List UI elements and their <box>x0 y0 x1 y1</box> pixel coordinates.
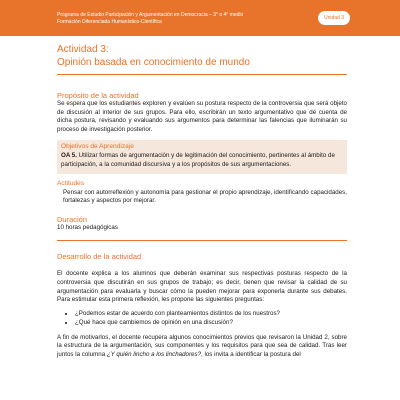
development-section <box>57 252 347 359</box>
purpose-text: Se espera que los estudiantes exploren y evalúen su postura respecto de la controversia que será objeto de discusión al interior de sus grupos. Para ello, escribirán un texto argumentativo que dé cuenta de dicha postura, revisando y evaluando sus argumentos para determinar las falencias que iluminarán su proceso de investigación posterior. <box>57 100 347 133</box>
development-paragraph-1: El docente explica a los alumnos que deberán examinar sus respectivas posturas respecto de la controversia que discutirán en sus grupos de trabajo; es decir, tienen que revisar la calidad de su argumentación para evaluarla y buscar cómo la pueden mejorar para exponerla durante sus debates. Para estimular esta primera reflexión, les propone las siguientes preguntas: <box>57 270 347 304</box>
development-paragraph-2 <box>57 334 347 360</box>
document-header-bar <box>0 0 400 36</box>
duration-heading: Duración <box>57 214 88 224</box>
unit-badge: Unidad 3 <box>318 11 350 25</box>
column-title: ¿Y quién lincho a los linchadores? <box>106 350 202 358</box>
objectives-heading: Objetivos de Aprendizaje <box>61 143 134 151</box>
objective-code: OA 5. <box>61 152 77 160</box>
duration-section <box>57 215 347 233</box>
attitudes-heading: Actitudes <box>57 179 85 187</box>
purpose-heading: Propósito de la actividad <box>57 91 139 100</box>
document-body <box>57 44 347 360</box>
list-item: • ¿Podemos estar de acuerdo con planteamientos distintos de los nuestros? <box>75 309 347 318</box>
section-divider <box>57 240 347 241</box>
activity-title: Actividad 3: <box>57 44 109 55</box>
duration-text: 10 horas pedagógicas <box>57 223 118 231</box>
purpose-section <box>57 91 347 134</box>
objective-text: Utilizar formas de argumentación y de legitimación del conocimiento, pertinentes al ámbito de participación, a la comunidad discursiva y a los propósitos de sus argumentaciones. <box>61 152 335 168</box>
program-title: Programa de Estudio Participación y Argumentación en Democracia – 3° o 4° medio <box>57 12 244 18</box>
attitudes-section <box>57 180 347 206</box>
question-list <box>57 309 347 327</box>
objectives-box <box>57 140 347 173</box>
attitudes-text: Pensar con autorreflexión y autonomía para gestionar el propio aprendizaje, identificando capacidades, fortalezas y aspectos por mejorar. <box>63 188 347 205</box>
paragraph-2-start: A fin de motivarlos, el docente recupera algunos conocimientos previos que revisaron la Unidad 2, sobre la estructura de la argumentación, sus componentes y los requisitos para que sea de calidad. Tras leer juntos la columna <box>57 333 347 358</box>
objective-item <box>61 152 343 169</box>
activity-subtitle: Opinión basada en conocimiento de mundo <box>57 57 250 68</box>
program-subtitle: Formación Diferenciada Humanístico-Científica <box>57 19 162 25</box>
list-item: • ¿Qué hace que cambiemos de opinión en una discusión? <box>75 318 347 327</box>
paragraph-2-end: , los invita a identificar la postura del <box>201 350 301 358</box>
title-divider <box>57 74 347 75</box>
development-heading: Desarrollo de la actividad <box>57 252 142 262</box>
